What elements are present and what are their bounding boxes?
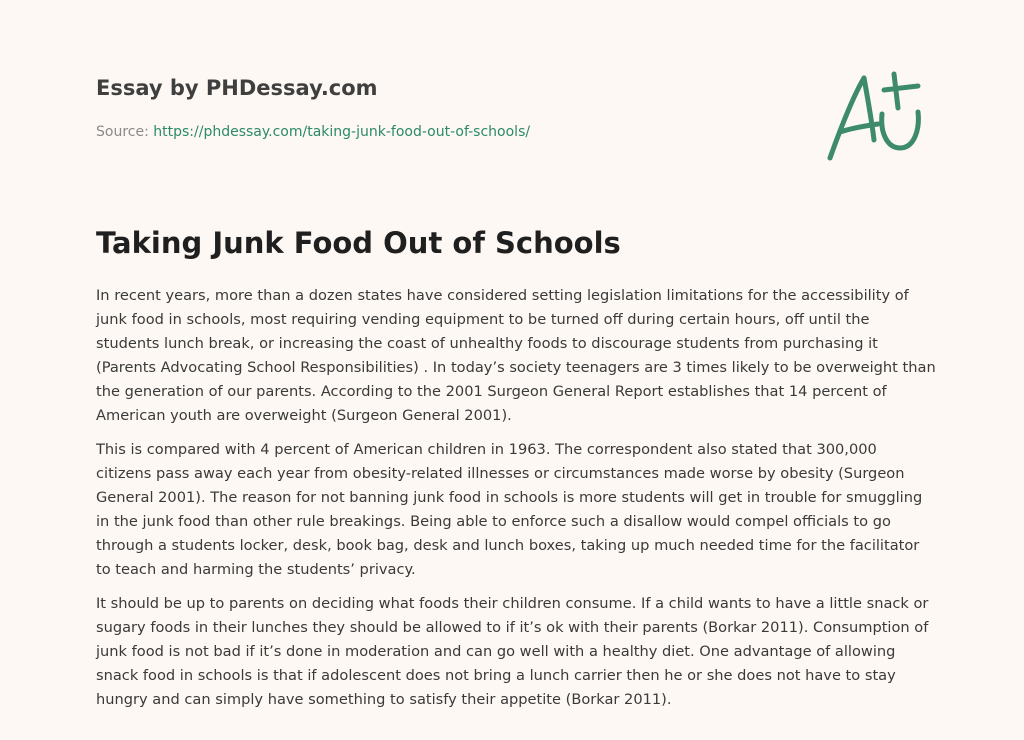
source-label: Source: [96, 124, 154, 140]
essay-paragraph: This is compared with 4 percent of American children in 1963. The correspondent also stated that 300,000 citizens pass away each year from obesity-related illnesses or circumstances made worse by obesity (Surgeon General 2001). The reason for not banning junk food in schools is more students will get in trouble for smuggling in the junk food than other rule breakings. Being able to enforce such a disallow would compel officials to go through a students locker, desk, book bag, desk and lunch boxes, taking up much needed time for the facilitator to teach and harming the students’ privacy. [96, 441, 923, 578]
essay-paragraph: In recent years, more than a dozen states have considered setting legislation limitations for the accessibility of junk food in schools, most requiring vending equipment to be turned off during certain hours, off until the students lunch break, or increasing the coast of unhealthy foods to discourage students from purchasing it (Parents Advocating School Responsibilities) . In today’s society teenagers are 3 times likely to be overweight than the generation of our parents. According to the 2001 Surgeon General Report establishes that 14 percent of American youth are overweight (Surgeon General 2001). [96, 287, 936, 424]
source-link[interactable]: https://phdessay.com/taking-junk-food-out-of-schools/ [153, 124, 531, 140]
essay-body [96, 284, 936, 722]
essay-title: Taking Junk Food Out of Schools [96, 226, 621, 260]
site-title: Essay by PHDessay.com [96, 76, 378, 100]
essay-paragraph: It should be up to parents on deciding what foods their children consume. If a child wants to have a little snack or sugary foods in their lunches they should be allowed to if it’s ok with their parents (Borkar 2011). Consumption of junk food is not bad if it’s done in moderation and can go well with a healthy diet. One advantage of allowing snack food in schools is that if adolescent does not bring a lunch carrier then he or she does not have to stay hungry and can simply have something to satisfy their appetite (Borkar 2011). [96, 595, 929, 708]
source-line [96, 124, 530, 140]
a-plus-grade-icon [822, 68, 928, 164]
